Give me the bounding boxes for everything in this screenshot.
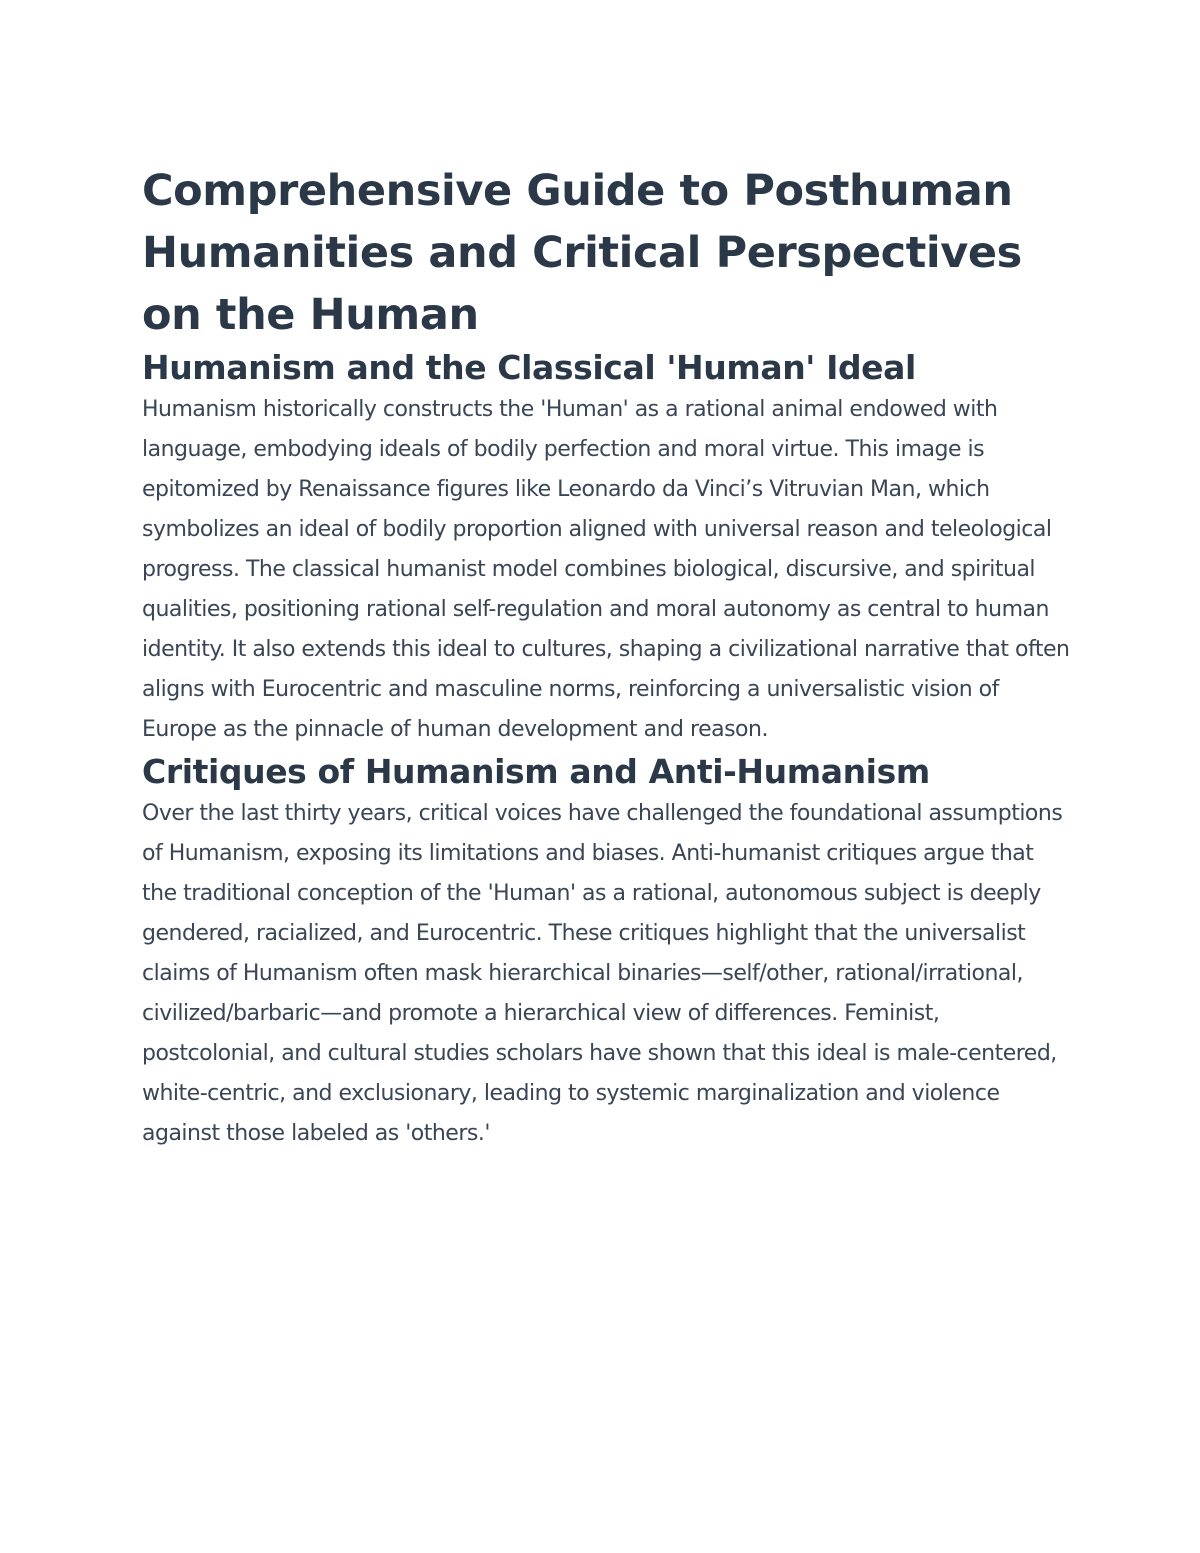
section-heading: Humanism and the Classical 'Human' Ideal — [142, 348, 916, 387]
section-heading: Critiques of Humanism and Anti-Humanism — [142, 752, 930, 791]
document-title: Comprehensive Guide to Posthuman Humanities and Critical Perspectives on the Human — [142, 166, 1022, 340]
document-page — [142, 160, 1072, 1154]
section-critiques-anti-humanism — [142, 750, 1072, 1154]
section-paragraph: Humanism historically constructs the 'Human' as a rational animal endowed with language, embodying ideals of bodily perfection and moral virtue. This image is epitomized by Renaissance figures like Leonardo da Vinci’s Vitruvian Man, which symbolizes an ideal of bodily proportion aligned with universal reason and teleological progress. The classical humanist model combines biological, discursive, and spiritual qualities, positioning rational self-regulation and moral autonomy as central to human identity. It also extends this ideal to cultures, shaping a civilizational narrative that often aligns with Eurocentric and masculine norms, reinforcing a universalistic vision of Europe as the pinnacle of human development and reason. — [142, 397, 1070, 742]
section-classical-human-ideal — [142, 346, 1072, 750]
section-paragraph: Over the last thirty years, critical voices have challenged the foundational assumptions of Humanism, exposing its limitations and biases. Anti-humanist critiques argue that the traditional conception of the 'Human' as a rational, autonomous subject is deeply gendered, racialized, and Eurocentric. These critiques highlight that the universalist claims of Humanism often mask hierarchical binaries—self/other, rational/irrational, civilized/barbaric—and promote a hierarchical view of differences. Feminist, postcolonial, and cultural studies scholars have shown that this ideal is male-centered, white-centric, and exclusionary, leading to systemic marginalization and violence against those labeled as 'others.' — [142, 801, 1063, 1146]
